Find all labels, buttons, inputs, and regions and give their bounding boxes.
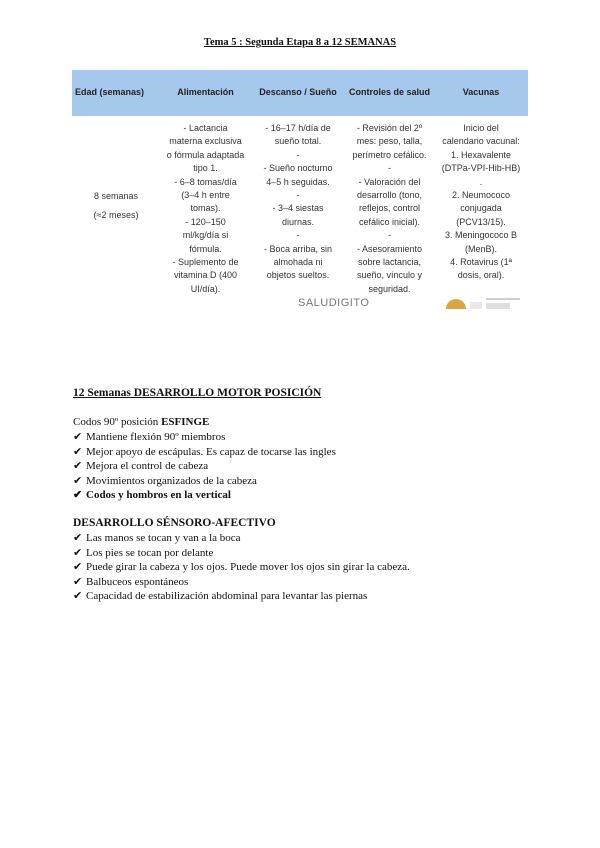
- cell-line: fórmula.: [189, 243, 222, 254]
- table-header-row: [72, 70, 528, 116]
- list-item-text: Mejora el control de cabeza: [86, 460, 209, 472]
- cell-vacunas: [434, 116, 528, 296]
- cell-line: 1. Hexavalente: [450, 149, 512, 160]
- cell-line: (PCV13/15).: [456, 216, 506, 227]
- cell-line: vitamina D (400: [173, 270, 238, 281]
- cell-line: cefálico inicial).: [358, 216, 421, 227]
- motor-intro-bold: ESFINGE: [161, 416, 210, 428]
- list-item: [73, 560, 410, 575]
- page-title: Tema 5 : Segunda Etapa 8 a 12 SEMANAS: [203, 37, 397, 48]
- header-controles: Controles de salud: [345, 70, 434, 116]
- header-edad: Edad (semanas): [72, 70, 160, 116]
- schedule-table: [72, 70, 528, 296]
- cell-line: - Sueño nocturno: [263, 163, 333, 174]
- check-icon: ✔: [73, 546, 83, 559]
- cell-line: dosis, oral).: [457, 270, 505, 281]
- list-item: [73, 575, 410, 590]
- list-item-text: Los pies se tocan por delante: [86, 546, 214, 559]
- cell-line: - Asesoramiento: [356, 243, 423, 254]
- age-line: 8 semanas: [93, 190, 139, 201]
- cell-line: -: [296, 149, 300, 160]
- cell-line: - Boca arriba, sin: [263, 243, 333, 254]
- cell-line: - Valoración del: [358, 176, 421, 187]
- cell-line: reflejos, control: [358, 203, 421, 214]
- cell-line: mes: peso, talla,: [356, 136, 423, 147]
- cell-line: - Suplemento de: [172, 257, 239, 268]
- list-item: [73, 459, 336, 474]
- cell-line: - 3–4 siestas: [272, 203, 324, 214]
- cell-line: (MenB).: [464, 243, 497, 254]
- list-item: [73, 474, 336, 489]
- list-item-text: Mejor apoyo de escápulas. Es capaz de tocarse las ingles: [86, 445, 336, 458]
- list-item-text: Codos y hombros en la vertical: [86, 489, 231, 501]
- cell-line: -: [296, 230, 300, 241]
- cell-line: sueño, vínculo y: [356, 270, 423, 281]
- cell-line: (DTPa-VPI-Hib-HB): [441, 163, 521, 174]
- check-icon: ✔: [73, 431, 83, 443]
- cell-descanso: [251, 116, 345, 296]
- list-item-text: Mantiene flexión 90º miembros: [86, 431, 226, 443]
- cell-line: conjugada: [460, 203, 502, 214]
- cell-line: objetos sueltos.: [266, 270, 330, 281]
- schedule-table-image: [72, 70, 528, 310]
- check-icon: ✔: [73, 575, 83, 588]
- cell-line: perímetro cefálico.: [352, 149, 427, 160]
- cell-alimentacion: [160, 116, 251, 296]
- cell-line: - 6–8 tomas/día: [174, 176, 237, 187]
- list-item-text: Movimientos organizados de la cabeza: [86, 474, 257, 487]
- list-item: [73, 531, 410, 546]
- cell-line: ml/kg/día si: [182, 230, 229, 241]
- header-alimentacion: Alimentación: [160, 70, 251, 116]
- cell-line: sobre lactancia,: [357, 257, 422, 268]
- cell-line: 4–5 h seguidas.: [266, 176, 330, 187]
- cell-line: calendario vacunal:: [442, 136, 520, 147]
- cell-line: 3. Meningococo B: [444, 230, 518, 241]
- motor-intro: [73, 416, 209, 428]
- cell-line: -: [296, 190, 300, 201]
- list-item: [73, 445, 336, 460]
- cell-line: sueño total.: [274, 136, 322, 147]
- list-item-text: Las manos se tocan y van a la boca: [86, 532, 241, 544]
- age-line: (≈2 meses): [93, 210, 139, 221]
- cell-line: 2. Neumococo: [451, 190, 511, 201]
- cell-controles: [345, 116, 434, 296]
- cell-line: tomas).: [190, 203, 221, 214]
- motor-intro-text: Codos 90º posición: [73, 416, 162, 428]
- list-item-text: Puede girar la cabeza y los ojos. Puede mover los ojos sin girar la cabeza.: [86, 561, 410, 573]
- cell-line: - Revisión del 2º: [356, 123, 423, 133]
- sensorial-heading: DESARROLLO SÉNSORO-AFECTIVO: [73, 517, 276, 529]
- motor-heading: 12 Semanas DESARROLLO MOTOR POSICIÓN: [73, 387, 322, 399]
- cell-line: - 16–17 h/día de: [265, 123, 331, 133]
- cell-line: desarrollo (tono,: [356, 190, 423, 201]
- cell-line: almohada ni: [273, 257, 323, 268]
- check-icon: ✔: [73, 532, 83, 544]
- watermark-text: SALUDIGITO: [298, 297, 370, 309]
- cell-line: -: [388, 230, 391, 241]
- cell-line: Inicio del: [463, 123, 499, 133]
- cell-line: - Lactancia: [183, 123, 228, 133]
- cell-line: 4. Rotavirus (1ª: [450, 257, 512, 268]
- list-item: [73, 488, 336, 503]
- cell-line: - 120–150: [185, 216, 226, 227]
- list-item: [73, 430, 336, 445]
- list-item-text: Capacidad de estabilización abdominal para levantar las piernas: [86, 590, 368, 602]
- logo-icon: [444, 296, 522, 310]
- list-item-text: Balbuceos espontáneos: [86, 575, 189, 588]
- header-descanso: Descanso / Sueño: [251, 70, 345, 116]
- cell-age: [72, 116, 160, 296]
- check-icon: ✔: [73, 489, 83, 501]
- cell-line: seguridad.: [368, 283, 411, 294]
- sensorial-list: [73, 531, 410, 604]
- list-item: [73, 546, 410, 561]
- cell-line: o fórmula adaptada: [166, 149, 245, 160]
- check-icon: ✔: [73, 561, 83, 573]
- check-icon: ✔: [73, 590, 83, 602]
- cell-line: UI/día).: [190, 283, 221, 294]
- cell-line: -: [388, 163, 391, 174]
- cell-line: .: [479, 176, 483, 187]
- motor-list: [73, 430, 336, 503]
- cell-line: materna exclusiva: [169, 136, 242, 147]
- check-icon: ✔: [73, 474, 83, 487]
- list-item: [73, 589, 410, 604]
- check-icon: ✔: [73, 445, 83, 458]
- cell-line: tipo 1.: [193, 163, 218, 174]
- cell-line: diurnas.: [281, 216, 315, 227]
- header-vacunas: Vacunas: [434, 70, 528, 116]
- cell-line: (3–4 h entre: [181, 190, 230, 201]
- table-row: [72, 116, 528, 296]
- check-icon: ✔: [73, 460, 83, 472]
